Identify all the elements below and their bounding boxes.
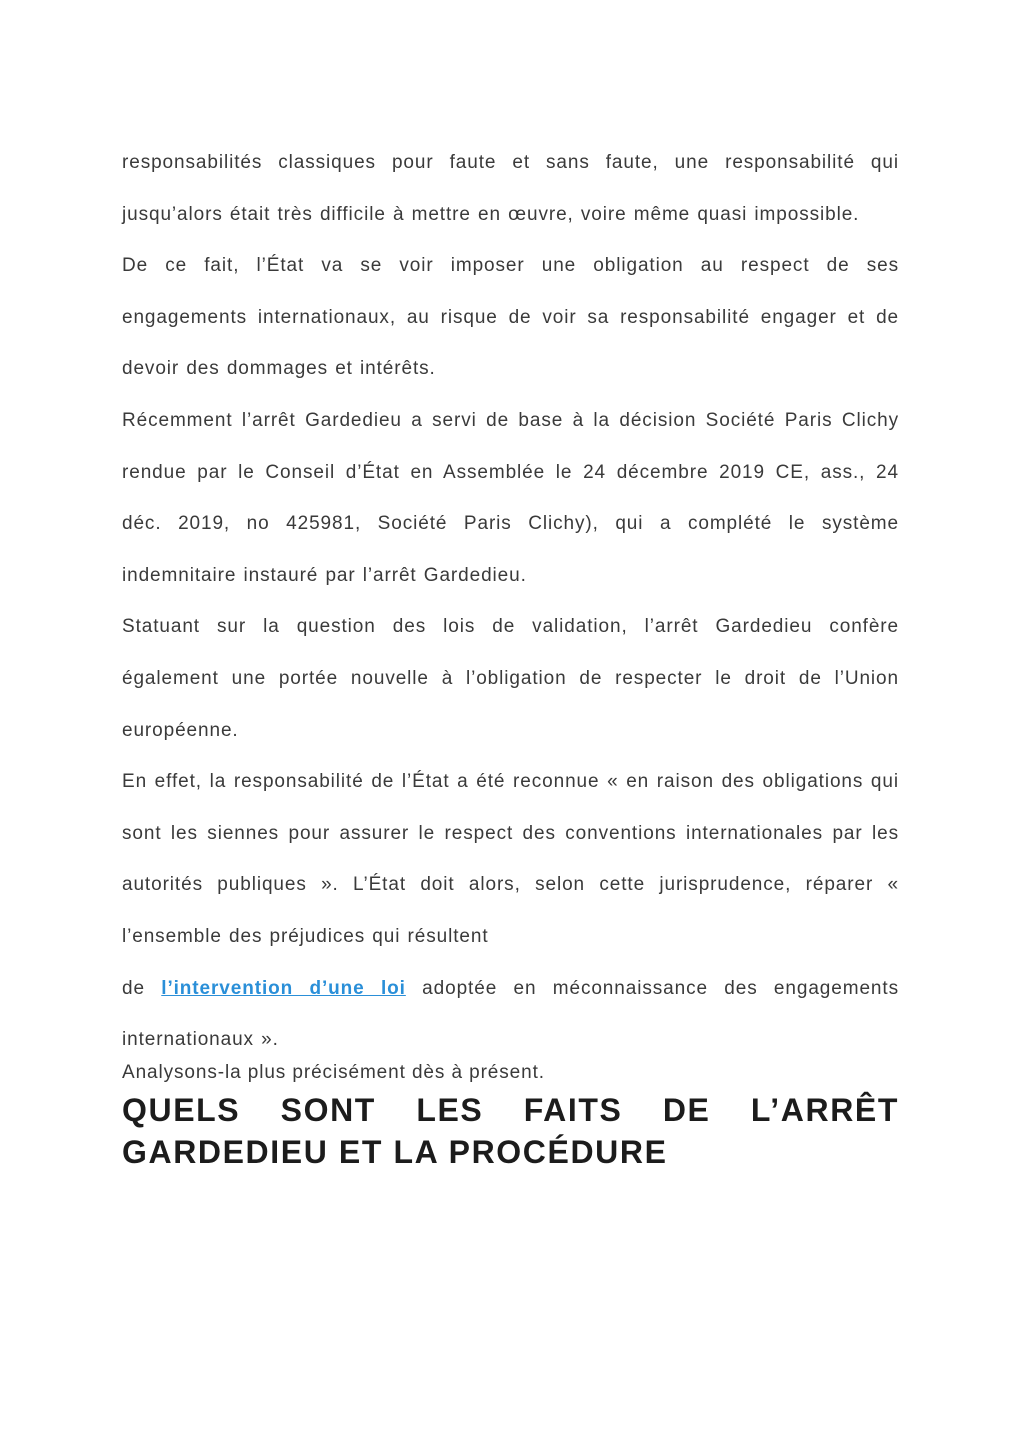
paragraph-responsabilite-reconnue: En effet, la responsabilité de l’État a été reconnue « en raison des obligations qui sont les siennes pour assurer le respect des conventions internationales par les autorités publiques ». L’État doit alors, selon cette jurisprudence, réparer « l’ensemble des préjudices qui résultent (122, 771, 899, 947)
paragraph-paris-clichy: Récemment l’arrêt Gardedieu a servi de base à la décision Société Paris Clichy rendue par le Conseil d’État en Assemblée le 24 décembre 2019 CE, ass., 24 déc. 2019, no 425981, Société Paris Clichy), qui a complété le système indemnitaire instauré par l’arrêt Gardedieu. (122, 409, 899, 586)
document-body (122, 137, 899, 1173)
lead-sentence: Analysons-la plus précisément dès à présent. (122, 1061, 545, 1083)
link-paragraph-prefix: de (122, 977, 162, 999)
link-paragraph-suffix: adoptée en méconnaissance des engagements internationaux ». (122, 977, 899, 1051)
intervention-loi-link[interactable]: l’intervention d’une loi (161, 977, 406, 999)
paragraph-intervention-loi (122, 963, 899, 1066)
paragraph-obligation-etat: De ce fait, l’État va se voir imposer une obligation au respect de ses engagements internationaux, au risque de voir sa responsabilité engager et de devoir des dommages et intérêts. (122, 255, 899, 380)
paragraph-responsabilites: responsabilités classiques pour faute et sans faute, une responsabilité qui jusqu’alors était très difficile à mettre en œuvre, voire même quasi impossible. (122, 152, 899, 225)
section-heading: QUELS SONT LES FAITS DE L’ARRÊT GARDEDIEU ET LA PROCÉDURE (122, 1091, 899, 1170)
paragraph-lois-validation: Statuant sur la question des lois de validation, l’arrêt Gardedieu confère également une portée nouvelle à l’obligation de respecter le droit de l’Union européenne. (122, 616, 899, 741)
